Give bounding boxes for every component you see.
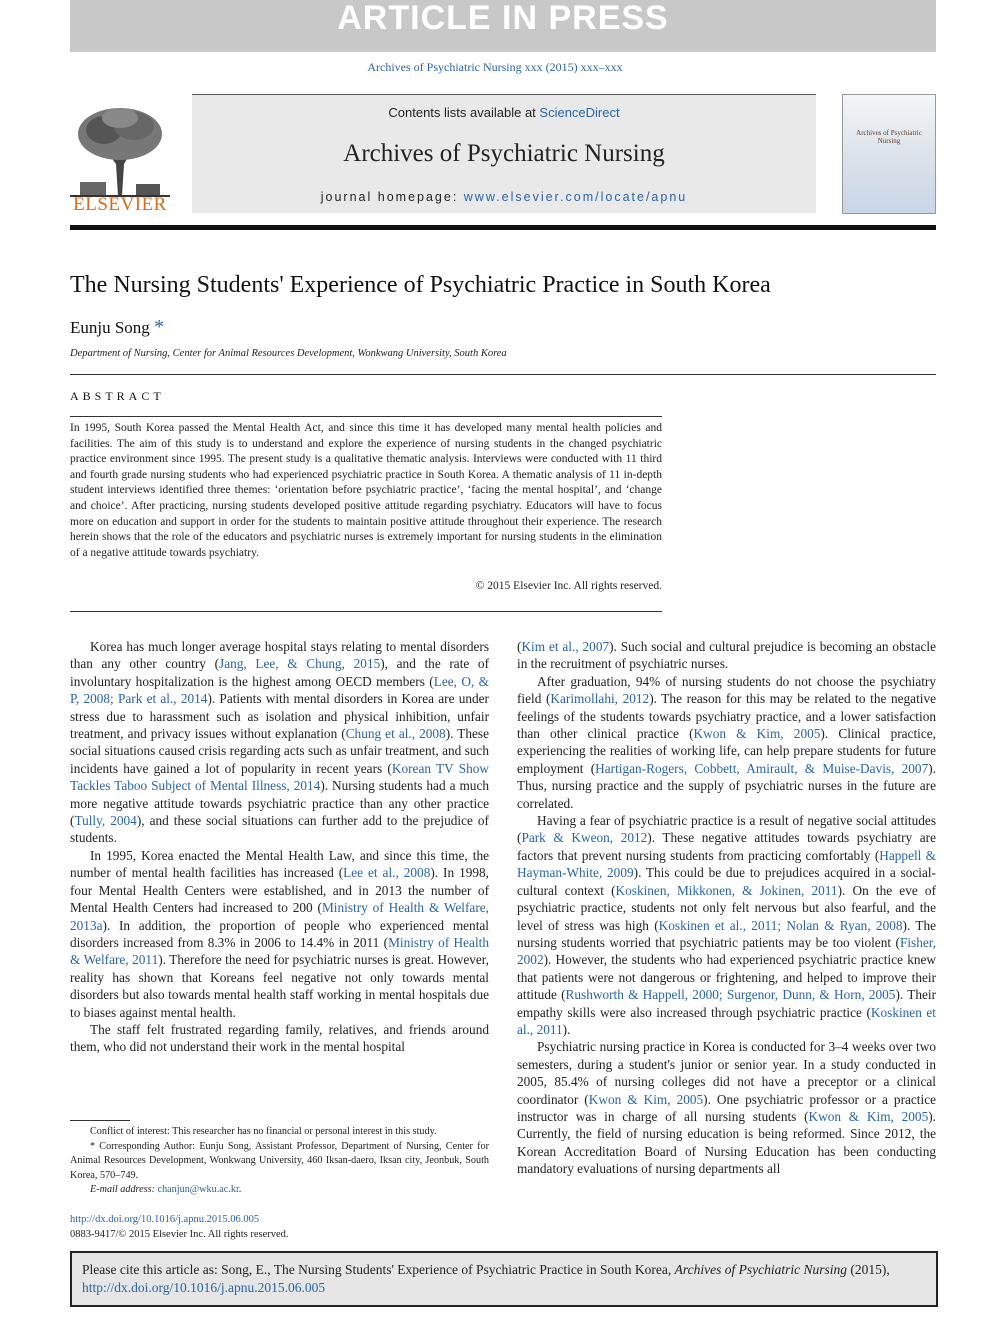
issn-line: 0883-9417/© 2015 Elsevier Inc. All rights reserved. [70, 1229, 289, 1240]
contents-line [192, 105, 816, 120]
homepage-link[interactable]: www.elsevier.com/locate/apnu [463, 190, 688, 204]
journal-homepage [192, 190, 816, 204]
paragraph: The staff felt frustrated regarding family, relatives, and friends around them, who did not understand their work in the mental hospital [70, 1021, 489, 1055]
abstract-heading: ABSTRACT [70, 389, 165, 403]
citation-link[interactable]: Koskinen, Mikkonen, & Jokinen, 2011 [615, 882, 838, 898]
article-in-press-banner [70, 0, 936, 52]
journal-cover-thumbnail[interactable] [842, 94, 936, 214]
email-link[interactable]: chanjun@wku.ac.kr [157, 1184, 239, 1195]
citation-link[interactable]: Fisher, 2002 [517, 934, 936, 968]
body-column-left [70, 638, 489, 1056]
cite-prefix: Please cite this article as: Song, E., The Nursing Students' Experience of Psychiatric Practice in South Korea, [82, 1262, 675, 1277]
citation-link[interactable]: Rushworth & Happell, 2000; Surgenor, Dunn, & Horn, 2005 [565, 987, 896, 1003]
sciencedirect-link[interactable]: ScienceDirect [539, 105, 620, 120]
citation-link[interactable]: Kwon & Kim, 2005 [588, 1091, 704, 1107]
divider [70, 374, 936, 375]
email-note: E-mail address: chanjun@wku.ac.kr. [90, 1184, 242, 1195]
corresponding-author-mark[interactable]: * [154, 316, 165, 338]
citation-link[interactable]: Park & Kweon, 2012 [521, 830, 648, 846]
paragraph: (Kim et al., 2007). Such social and cultural prejudice is becoming an obstacle in the recruitment of psychiatric nurses. [517, 639, 936, 672]
abstract-body: In 1995, South Korea passed the Mental Health Act, and since this time it has developed many mental health policies and facilities. The aim of this study is to understand and explore the experience of nursing students in the changed psychiatric practice environment since 1995. The present study is a qualitative thematic analysis. Interviews were conducted with 11 third and fourth grade nursing students who had experienced psychiatric practice in South Korea. A thematic analysis of 11 in-depth student interviews identified three themes: ‘orientation before psychiatric practice’, ‘facing the mental hospital’, and ‘change and choice’. After practicing, nursing students developed positive attitude regarding psychiatry. Educators will have to focus more on education and support in order for the students to maintain positive attitude throughout their experience. The research herein shows that the role of the educators and psychiatric nurses is extremely important for nursing students in the elimination of a negative attitude towards psychiatry. [70, 422, 662, 559]
article-title: The Nursing Students' Experience of Psychiatric Practice in South Korea [70, 272, 771, 298]
author-line [70, 316, 164, 339]
citation-link[interactable]: Ministry of Health & Welfare, 2011 [70, 934, 489, 968]
journal-title: Archives of Psychiatric Nursing [343, 140, 665, 167]
citation-link[interactable]: Tully, 2004 [74, 813, 137, 829]
citation-link[interactable]: Kwon & Kim, 2005 [808, 1108, 929, 1124]
author-name: Eunju Song [70, 318, 150, 337]
masthead-center [192, 94, 816, 213]
citation-link[interactable]: Lee et al., 2008 [343, 865, 431, 881]
citation-link[interactable]: Kwon & Kim, 2005 [693, 726, 821, 742]
conflict-of-interest-note: Conflict of interest: This researcher has no financial or personal interest in this study. [90, 1126, 437, 1137]
citation-link[interactable]: Koskinen et al., 2011 [517, 1004, 936, 1037]
citation-link[interactable]: Jang, Lee, & Chung, 2015 [219, 656, 381, 672]
citation-link[interactable]: Lee, O, & P, 2008; Park et al., 2014 [70, 673, 489, 707]
cite-year: (2015), [847, 1262, 890, 1277]
homepage-prefix: journal homepage: [320, 190, 464, 204]
publisher-name: ELSEVIER [73, 194, 167, 215]
contents-prefix: Contents lists available at [388, 105, 540, 120]
paragraph: Psychiatric nursing practice in Korea is conducted for 3–4 weeks over two semesters, during a student's junior or senior year. In a study conducted in 2005, 85.4% of nursing colleges did not have a preceptor or a clinical coordinator (Kwon & Kim, 2005). One psychiatric professor or a practice instructor was in charge of all nursing students (Kwon & Kim, 2005). Currently, the field of nursing education is being reformed. Since 2012, the Korean Accreditation Board of Nursing Education has been conducting mandatory evaluations of nursing departments all [517, 1039, 936, 1177]
paragraph: Korea has much longer average hospital stays relating to mental disorders than any other country (Jang, Lee, & Chung, 2015), and the rate of involuntary hospitalization is the highest among OECD members (Lee, O, & P, 2008; Park et al., 2014). Patients with mental disorders in Korea are under stress due to harassment such as isolation and physical inhibition, unfair treatment, and privacy issues without explanation (Chung et al., 2008). These social situations caused crisis regarding acts such as unfair treatment, and such incidents have gained a lot of popularity in recent years (Korean TV Show Tackles Taboo Subject of Mental Illness, 2014). Nursing students had a much more negative attitude towards psychiatric practice than any other practice (Tully, 2004), and these social situations can further add to the prejudice of students. [70, 639, 490, 846]
abstract-copyright: © 2015 Elsevier Inc. All rights reserved. [475, 580, 662, 592]
journal-citation-line[interactable]: Archives of Psychiatric Nursing xxx (2015) xxx–xxx [367, 60, 623, 74]
citation-link[interactable]: Happell & Hayman-White, 2009 [517, 847, 936, 881]
citation-link[interactable]: Karimollahi, 2012 [550, 691, 650, 707]
cover-title: Archives of Psychiatric Nursing [856, 129, 922, 145]
footnotes [70, 1125, 489, 1198]
header-divider [70, 225, 936, 230]
citation-link[interactable]: Koskinen et al., 2011; Nolan & Ryan, 2008 [658, 917, 903, 933]
citation-link[interactable]: Hartigan-Rogers, Cobbett, Amirault, & Muise-Davis, 2007 [595, 760, 929, 776]
paragraph: After graduation, 94% of nursing students do not choose the psychiatry field (Karimollahi, 2012). The reason for this may be related to the negative feelings of the students towards psychiatry practice, and a lower satisfaction than other clinical practice (Kwon & Kim, 2005). Clinical practice, experiencing the realities of working life, can help prepare students for future employment (Hartigan-Rogers, Cobbett, Amirault, & Muise-Davis, 2007). Thus, nursing practice and the supply of psychiatric nurses in the future are correlated. [517, 673, 937, 811]
paragraph: Having a fear of psychiatric practice is a result of negative social attitudes (Park & Kweon, 2012). These negative attitudes towards psychiatry are factors that prevent nursing students from practicing comfortably (Happell & Hayman-White, 2009). This could be due to prejudices acquired in a social-cultural context (Koskinen, Mikkonen, & Jokinen, 2011). On the eve of psychiatric practice, students not only felt nervous but also fearful, and the level of stress was high (Koskinen et al., 2011; Nolan & Ryan, 2008). The nursing students worried that psychiatric patients may be too violent (Fisher, 2002). However, the students who had experienced psychiatric practice knew that patients were not dangerous or frightening, and helped to improve their attitude (Rushworth & Happell, 2000; Surgenor, Dunn, & Horn, 2005). Their empathy skills were also increased through psychiatric practice (Koskinen et al., 2011). [517, 813, 937, 1037]
citation-link[interactable]: Kim et al., 2007 [521, 639, 610, 654]
paragraph: In 1995, Korea enacted the Mental Health Law, and since this time, the number of mental health facilities has increased (Lee et al., 2008). In 1998, four Mental Health Centers were established, and in 2013 the number of Mental Health Centers had increased to 200 (Ministry of Health & Welfare, 2013a). In addition, the proportion of people who experienced mental disorders increased from 8.3% in 2006 to 14.4% in 2011 (Ministry of Health & Welfare, 2011). Therefore the need for psychiatric nurses is great. However, reality has shown that Koreans feel negative not only towards mental disorders but also towards mental health staff working in mental hospitals due to biases against mental health. [70, 847, 489, 1020]
body-column-right [517, 638, 936, 1178]
footnote-divider [70, 1120, 130, 1121]
cite-this-article-box [70, 1251, 938, 1307]
citation-link[interactable]: Chung et al., 2008 [345, 726, 446, 742]
divider [70, 611, 662, 612]
email-label: E-mail address: [90, 1184, 158, 1195]
doi-link[interactable]: http://dx.doi.org/10.1016/j.apnu.2015.06.005 [70, 1214, 260, 1225]
citation-link[interactable]: Korean TV Show Tackles Taboo Subject of Mental Illness, 2014 [70, 760, 489, 794]
divider [70, 416, 662, 417]
corresponding-author-note: * Corresponding Author: Eunju Song, Assistant Professor, Department of Nursing, Center for Animal Resources Development, Wonkwang University, 460 Iksan-daero, Iksan city, Jeonbuk, South Korea, 570–749. [70, 1140, 489, 1181]
cite-doi-link[interactable]: http://dx.doi.org/10.1016/j.apnu.2015.06.005 [82, 1280, 326, 1295]
banner-text: ARTICLE IN PRESS [337, 0, 669, 37]
cite-journal: Archives of Psychiatric Nursing [674, 1262, 848, 1277]
affiliation: Department of Nursing, Center for Animal Resources Development, Wonkwang University, South Korea [70, 348, 507, 359]
masthead [70, 94, 936, 218]
citation-link[interactable]: Ministry of Health & Welfare, 2013a [70, 900, 489, 933]
